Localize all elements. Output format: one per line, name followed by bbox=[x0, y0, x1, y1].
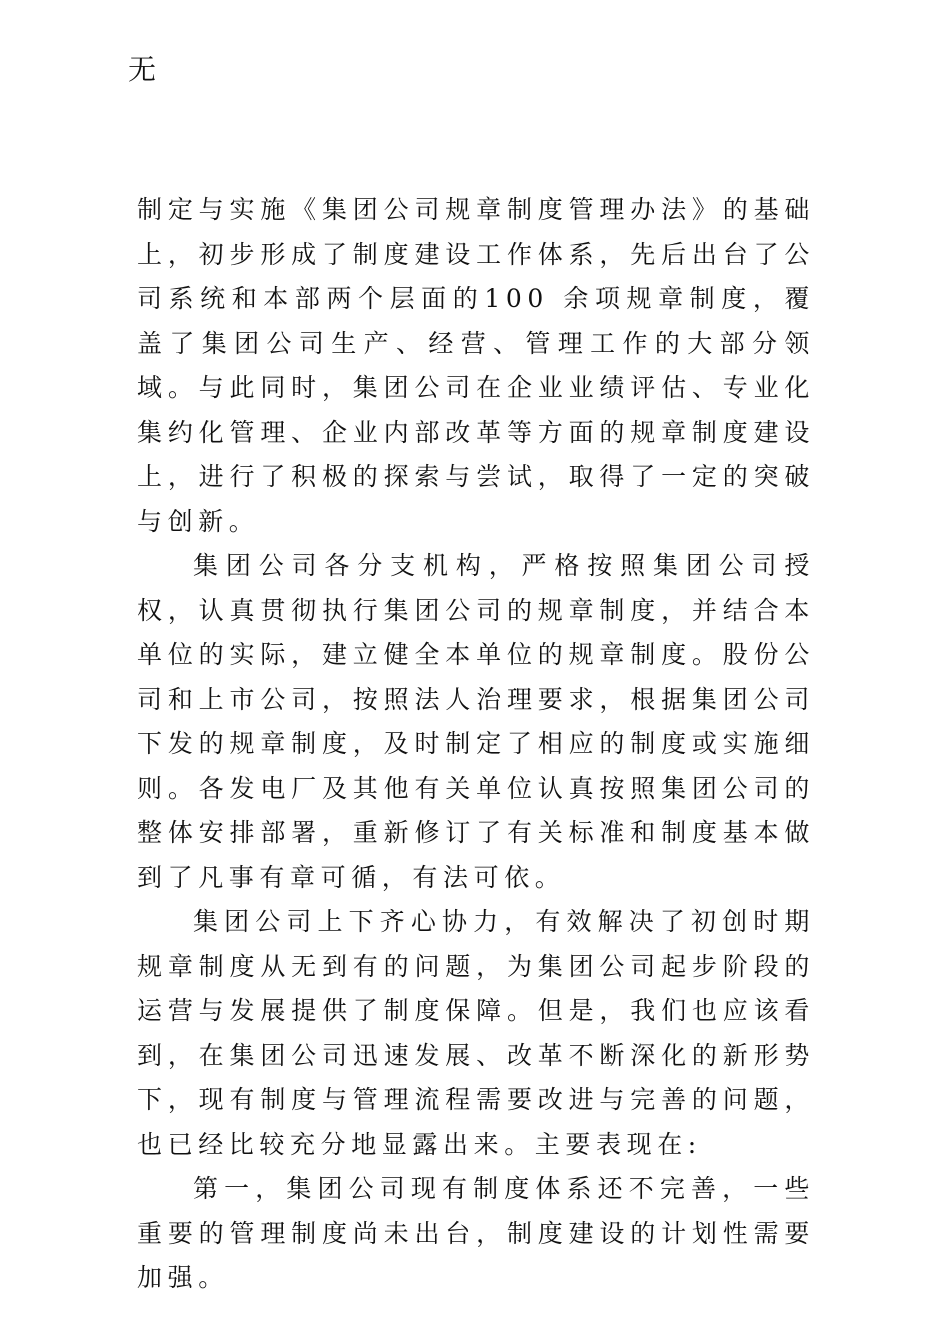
paragraph-4: 第一，集团公司现有制度体系还不完善，一些重要的管理制度尚未出台，制度建设的计划性需要加强。 bbox=[137, 1174, 815, 1292]
paragraph-3: 集团公司上下齐心协力，有效解决了初创时期规章制度从无到有的问题，为集团公司起步阶段的运营与发展提供了制度保障。但是，我们也应该看到，在集团公司迅速发展、改革不断深化的新形势下，现有制度与管理流程需要改进与完善的问题，也已经比较充分地显露出来。主要表现在: bbox=[137, 907, 815, 1159]
header-mark: 无 bbox=[128, 53, 157, 86]
paragraph-1: 制定与实施《集团公司规章制度管理办法》的基础上，初步形成了制度建设工作体系，先后出台了公司系统和本部两个层面的100 余项规章制度，覆盖了集团公司生产、经营、管理工作的大部分领域。与此同时，集团公司在企业业绩评估、专业化集约化管理、企业内部改革等方面的规章制度建设上，进行了积极的探索与尝试，取得了一定的突破与创新。 bbox=[137, 195, 815, 536]
document-body bbox=[137, 188, 815, 1301]
paragraph-2: 集团公司各分支机构，严格按照集团公司授权，认真贯彻执行集团公司的规章制度，并结合本单位的实际，建立健全本单位的规章制度。股份公司和上市公司，按照法人治理要求，根据集团公司下发的规章制度，及时制定了相应的制度或实施细则。各发电厂及其他有关单位认真按照集团公司的整体安排部署，重新修订了有关标准和制度基本做到了凡事有章可循，有法可依。 bbox=[137, 551, 815, 892]
